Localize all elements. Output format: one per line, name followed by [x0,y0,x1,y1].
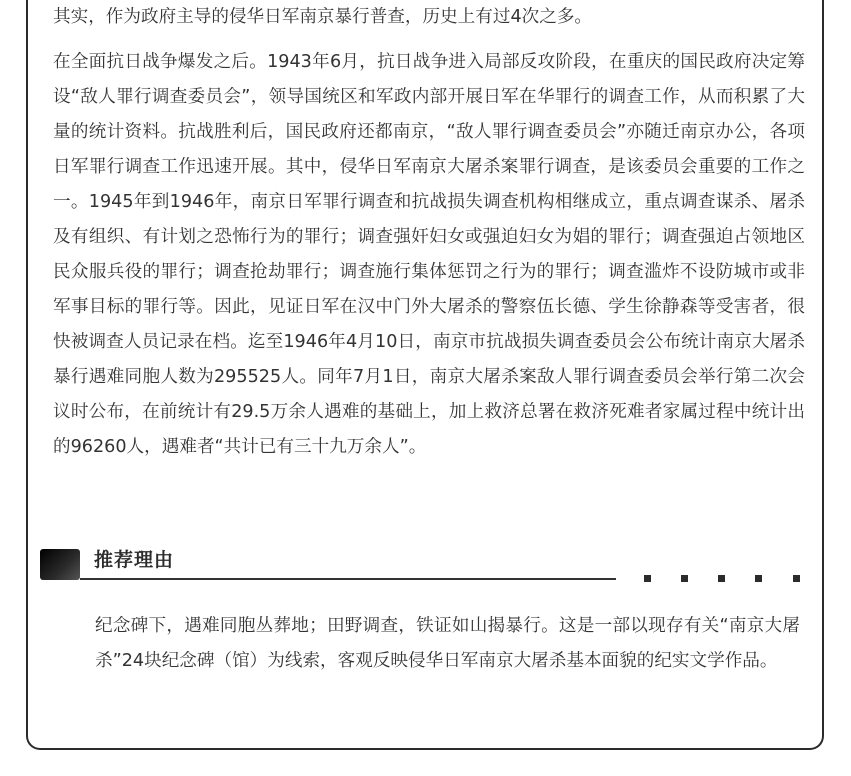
dot-icon [644,575,651,582]
recommendation-title: 推荐理由 [94,549,175,571]
recommendation-header [40,546,800,586]
dot-icon [681,575,688,582]
recommendation-text: 纪念碑下，遇难同胞丛葬地；田野调查，铁证如山揭暴行。这是一部以现存有关“南京大屠杀”24块纪念碑（馆）为线索，客观反映侵华日军南京大屠杀基本面貌的纪实文学作品。 [95,616,800,671]
paragraph-history: 在全面抗日战争爆发之后。1943年6月，抗日战争进入局部反攻阶段，在重庆的国民政府决定筹设“敌人罪行调查委员会”，领导国统区和军政内部开展日军在华罪行的调查工作，从而积累了大量的统计资料。抗战胜利后，国民政府还都南京，“敌人罪行调查委员会”亦随迁南京办公，各项日军罪行调查工作迅速开展。其中，侵华日军南京大屠杀案罪行调查，是该委员会重要的工作之一。1945年到1946年，南京日军罪行调查和抗战损失调查机构相继成立，重点调查谋杀、屠杀及有组织、有计划之恐怖行为的罪行；调查强奸妇女或强迫妇女为娼的罪行；调查强迫占领地区民众服兵役的罪行；调查抢劫罪行；调查施行集体惩罚之行为的罪行；调查滥炸不设防城市或非军事目标的罪行等。因此，见证日军在汉中门外大屠杀的警察伍长德、学生徐静森等受害者，很快被调查人员记录在档。迄至1946年4月10日，南京市抗战损失调查委员会公布统计南京大屠杀暴行遇难同胞人数为295525人。同年7月1日，南京大屠杀案敌人罪行调查委员会举行第二次会议时公布，在前统计有29.5万余人遇难的基础上，加上救济总署在救济死难者家属过程中统计出的96260人，遇难者“共计已有三十九万余人”。 [53,52,805,457]
paragraph-intro: 其实，作为政府主导的侵华日军南京暴行普查，历史上有过4次之多。 [53,7,593,27]
dot-icon [718,575,725,582]
header-dots [644,575,800,582]
header-block-icon [40,549,80,580]
header-underline [80,578,616,580]
dot-icon [793,575,800,582]
dot-icon [755,575,762,582]
